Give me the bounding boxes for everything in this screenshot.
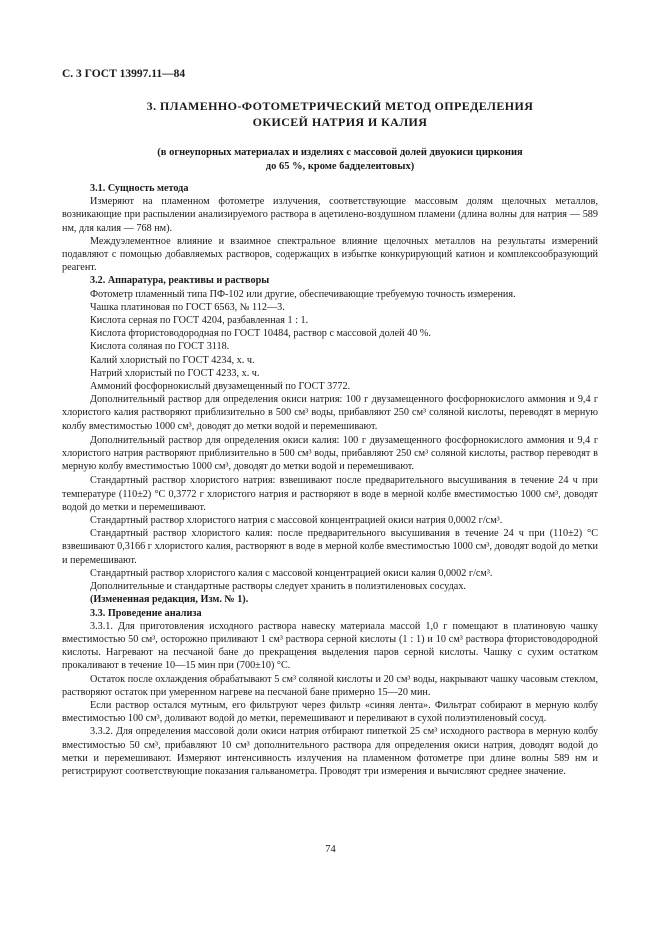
list-item: Кислота фтористоводородная по ГОСТ 10484, раствор с массовой долей 40 %.: [90, 328, 431, 340]
list-item: Кислота серная по ГОСТ 4204, разбавленная 1 : 1.: [90, 315, 309, 327]
subsection-heading-3-2: 3.2. Аппаратура, реактивы и растворы: [90, 275, 270, 287]
list-item: Аммоний фосфорнокислый двузамещенный по ГОСТ 3772.: [90, 381, 351, 393]
page-number: 74: [325, 844, 336, 855]
section-subtitle: [60, 146, 620, 174]
list-item: Фотометр пламенный типа ПФ-102 или другие, обеспечивающие требуемую точность измерения.: [90, 288, 516, 300]
list-item: Натрий хлористый по ГОСТ 4233, х. ч.: [90, 367, 260, 379]
subsection-heading-3-1: 3.1. Сущность метода: [90, 183, 189, 194]
paragraph: Стандартный раствор хлористого натрия: взвешивают после предварительного высушивания в течение 24 ч при температуре (110±2) °С 0,3772 г хлористого натрия и растворяют в воде в мерной колбе вместимостью 1000 см³, доводят водой до метки и перемешивают.: [62, 475, 598, 513]
subsection-heading-3-3: 3.3. Проведение анализа: [90, 607, 202, 619]
list-item: Чашка платиновая по ГОСТ 6563, № 112—3.: [90, 301, 285, 313]
paragraph: 3.3.2. Для определения массовой доли окиси натрия отбирают пипеткой 25 см³ исходного раствора в мерную колбу вместимостью 50 см³, прибавляют 10 см³ дополнительного раствора для определения окиси натрия, доводят водой до метки и перемешивают. Измеряют интенсивность излучения на пламенном фотометре при длине волны 589 нм и регистрируют соответствующие показания гальванометра. Проводят три измерения и вычисляют среднее значение.: [62, 726, 598, 777]
amendment-note: (Измененная редакция, Изм. № 1).: [90, 594, 249, 606]
section-title-line-2: ОКИСЕЙ НАТРИЯ И КАЛИЯ: [252, 115, 428, 129]
paragraph: Измеряют на пламенном фотометре излучения, соответствующие массовым долям щелочных металлов, возникающие при распылении анализируемого раствора в ацетилено-воздушном пламени (длина волны для натрия — 589 нм, для калия — 768 нм).: [62, 196, 598, 234]
paragraph: Остаток после охлаждения обрабатывают 5 см³ соляной кислоты и 20 см³ воды, накрывают чашку часовым стеклом, растворяют остаток при умеренном нагреве на песчаной бане примерно 15—20 мин.: [62, 673, 598, 698]
page-header: С. 3 ГОСТ 13997.11—84: [62, 68, 186, 80]
section-title-line-1: 3. ПЛАМЕННО-ФОТОМЕТРИЧЕСКИЙ МЕТОД ОПРЕДЕЛЕНИЯ: [146, 99, 534, 113]
paragraph: Стандартный раствор хлористого калия: после предварительного высушивания в течение 24 ч при (110±2) °С взвешивают 0,3166 г хлористого калия, растворяют в воде в мерной колбе вместимостью 1000 см³, доводят водой до метки и перемешивают.: [62, 528, 598, 566]
section-subtitle-line-1: (в огнеупорных материалах и изделиях с массовой долей двуокиси циркония: [157, 147, 523, 158]
paragraph: 3.3.1. Для приготовления исходного раствора навеску материала массой 1,0 г помещают в платиновую чашку вместимостью 50 см³, осторожно приливают 1 см³ раствора серной кислоты (1 : 1) и 10 см³ раствора фтористоводородной кислоты. Нагревают на песчаной бане до прекращения выделения паров серной кислоты. Чашку с сухим остатком прокаливают в течение 10—15 мин при (700±10) °С.: [62, 620, 598, 672]
paragraph: Дополнительный раствор для определения окиси калия: 100 г двузамещенного фосфорнокислого аммония и 9,4 г хлористого натрия растворяют приблизительно в 500 см³ воды, прибавляют 250 см³ соляной кислоты, раствор переводят в мерную колбу вместимостью 1000 см³, доводят до метки водой и перемешивают.: [62, 434, 598, 473]
paragraph: Если раствор остался мутным, его фильтруют через фильтр «синяя лента». Фильтрат собирают в мерную колбу вместимостью 100 см³, доливают водой до метки, перемешивают и переливают в сухой полиэтиленовый сосуд.: [62, 699, 598, 725]
section-subtitle-line-2: до 65 %, кроме бадделеитовых): [265, 161, 415, 172]
list-item: Калий хлористый по ГОСТ 4234, х. ч.: [90, 354, 255, 366]
paragraph: Междуэлементное влияние и взаимное спектральное влияние щелочных металлов на результаты измерений подавляют с помощью добавляемых растворов, содержащих в избытке конкурирующий катион и комплексообразующий реагент.: [62, 235, 598, 274]
paragraph: Дополнительный раствор для определения окиси натрия: 100 г двузамещенного фосфорнокислого аммония и 9,4 г хлористого калия растворяют приблизительно в 500 см³ воды, прибавляют 250 см³ соляной кислоты, переводят в мерную колбу вместимостью 1000 см³, доводят до метки водой и перемешивают.: [62, 394, 598, 432]
document-body: [62, 182, 598, 778]
section-title: [60, 98, 620, 130]
paragraph: Стандартный раствор хлористого натрия с массовой концентрацией окиси натрия 0,0002 г/см³.: [90, 515, 503, 527]
paragraph: Дополнительные и стандартные растворы следует хранить в полиэтиленовых сосудах.: [90, 581, 466, 593]
list-item: Кислота соляная по ГОСТ 3118.: [90, 341, 230, 353]
paragraph: Стандартный раствор хлористого калия с массовой концентрацией окиси калия 0,0002 г/см³.: [90, 567, 493, 579]
